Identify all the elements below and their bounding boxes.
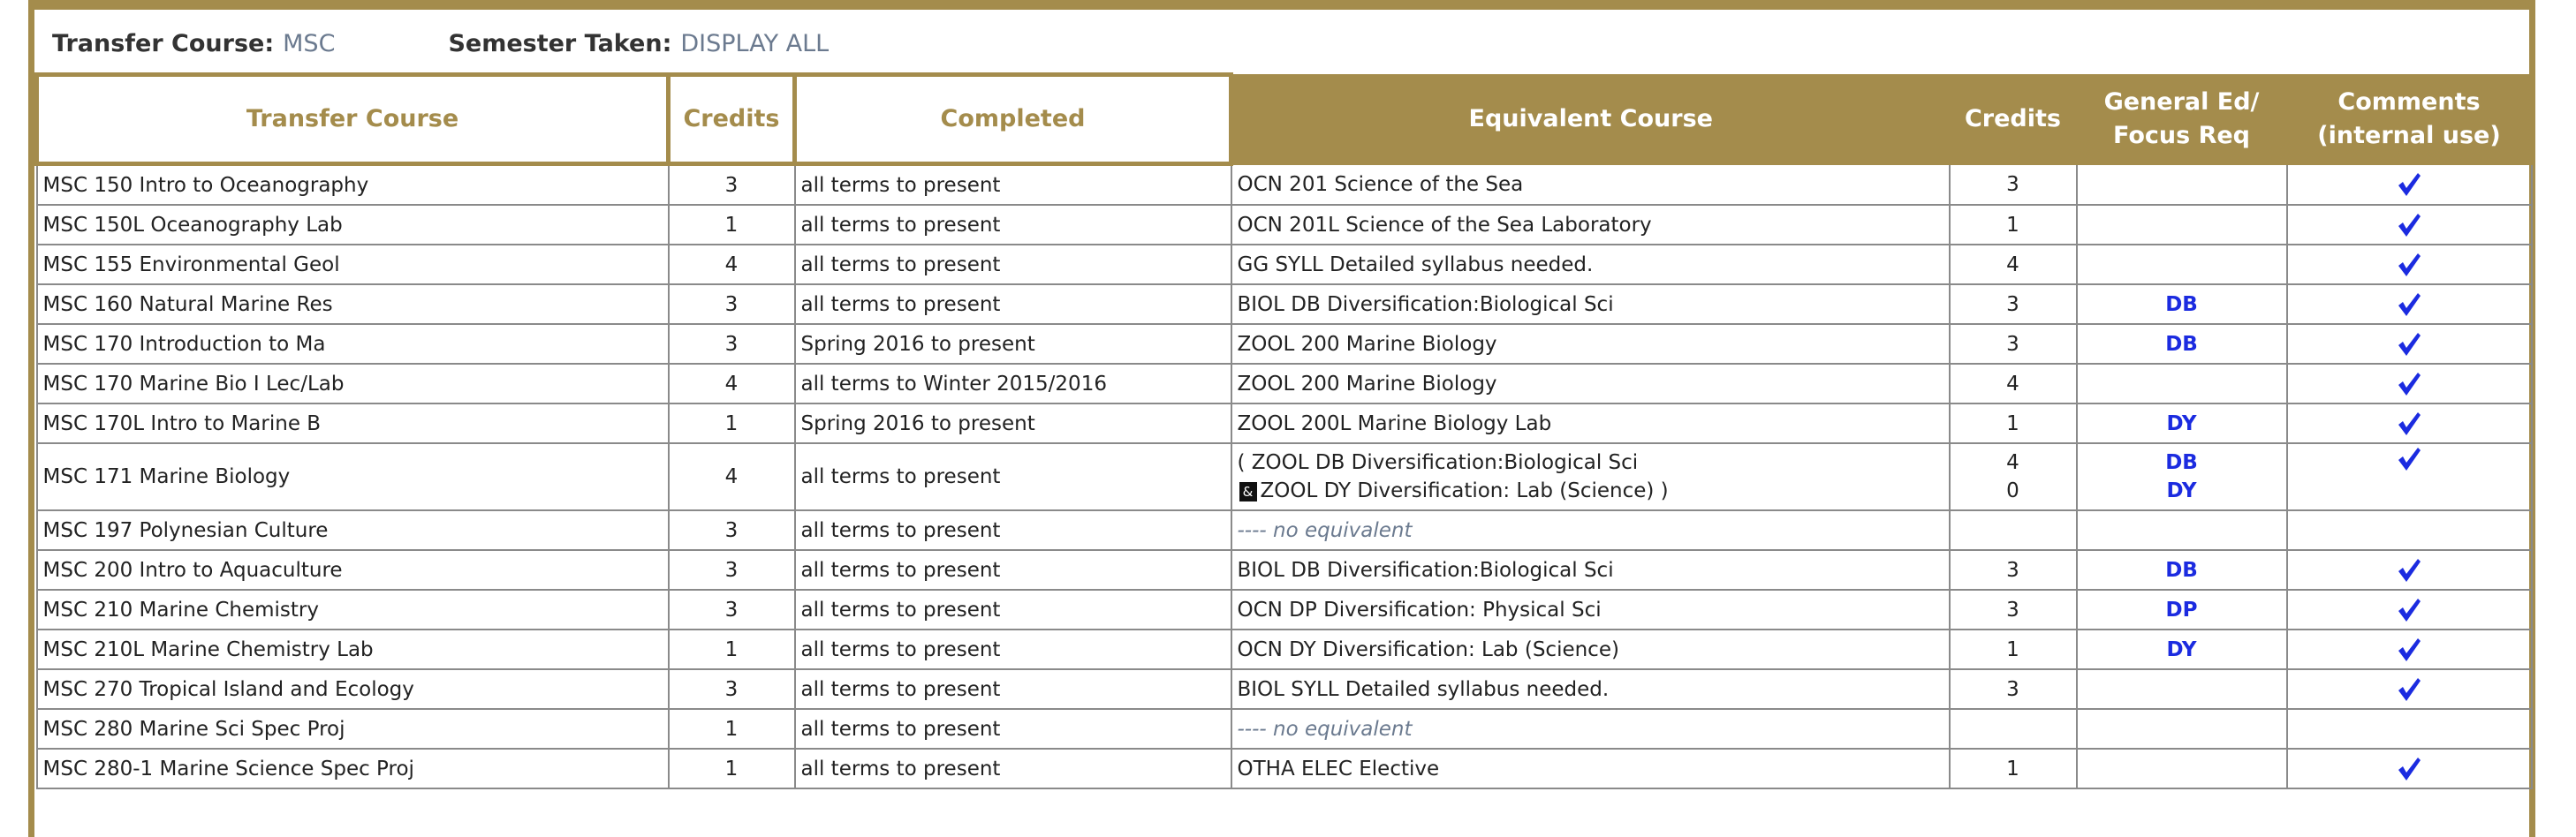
gen-ed-value <box>2083 211 2281 239</box>
equiv-credits-cell <box>1950 550 2077 590</box>
checkmark-icon[interactable] <box>2396 252 2422 278</box>
transfer-course-cell: MSC 210L Marine Chemistry Lab <box>37 630 669 669</box>
equiv-credits-cell <box>1950 510 2077 550</box>
equivalent-course-cell <box>1231 164 1950 206</box>
equivalent-course-cell <box>1231 510 1950 550</box>
completed-cell: all terms to present <box>795 550 1231 590</box>
equivalent-course-cell <box>1231 749 1950 788</box>
gen-ed-value[interactable]: DB <box>2165 292 2198 316</box>
equivalent-course-text: GG SYLL Detailed syllabus needed. <box>1237 253 1594 276</box>
gen-ed-cell <box>2077 403 2287 443</box>
equivalent-course-cell <box>1231 443 1950 510</box>
completed-cell: all terms to present <box>795 164 1231 206</box>
credits-cell: 4 <box>669 364 795 403</box>
transfer-course-cell: MSC 200 Intro to Aquaculture <box>37 550 669 590</box>
transfer-course-value: MSC <box>283 29 336 57</box>
gen-ed-cell <box>2077 590 2287 630</box>
equivalent-course-text: OCN 201L Science of the Sea Laboratory <box>1237 213 1652 237</box>
equivalent-course-line <box>1238 290 1943 319</box>
equivalent-course-line <box>1238 596 1943 624</box>
completed-cell: all terms to present <box>795 669 1231 709</box>
credits-cell: 1 <box>669 709 795 749</box>
equiv-credits-cell <box>1950 443 2077 510</box>
gen-ed-cell <box>2077 324 2287 364</box>
table-row <box>37 550 2532 590</box>
equiv-credits-value: 1 <box>2006 757 2019 780</box>
transfer-course-cell: MSC 170L Intro to Marine B <box>37 403 669 443</box>
comments-cell <box>2287 403 2532 443</box>
equivalent-course-cell <box>1231 205 1950 245</box>
gen-ed-value <box>2083 370 2281 398</box>
credits-cell: 1 <box>669 630 795 669</box>
equivalent-course-cell <box>1231 245 1950 284</box>
gen-ed-cell <box>2077 709 2287 749</box>
gen-ed-cell <box>2077 510 2287 550</box>
table-row <box>37 630 2532 669</box>
table-row <box>37 245 2532 284</box>
transfer-course-cell: MSC 170 Marine Bio I Lec/Lab <box>37 364 669 403</box>
table-row <box>37 403 2532 443</box>
col-header-gen-ed <box>2077 75 2287 164</box>
gen-ed-cell <box>2077 443 2287 510</box>
col-header-equivalent-course: Equivalent Course <box>1231 75 1950 164</box>
table-row <box>37 164 2532 206</box>
completed-cell: Spring 2016 to present <box>795 324 1231 364</box>
equiv-credits-value: 1 <box>2006 637 2019 661</box>
transfer-course-cell: MSC 150L Oceanography Lab <box>37 205 669 245</box>
table-row <box>37 364 2532 403</box>
equivalent-course-line <box>1238 477 1943 505</box>
table-row <box>37 510 2532 550</box>
comments-cell <box>2287 669 2532 709</box>
checkmark-icon[interactable] <box>2396 597 2422 623</box>
col-header-completed: Completed <box>795 75 1231 164</box>
equiv-credits-value: 1 <box>2006 411 2019 435</box>
equiv-credits-value: 4 <box>2006 372 2019 396</box>
transfer-course-label: Transfer Course: <box>52 29 275 57</box>
ampersand-icon: & <box>1239 482 1257 501</box>
checkmark-icon[interactable] <box>2396 212 2422 238</box>
equiv-credits-cell <box>1950 164 2077 206</box>
completed-cell: all terms to present <box>795 510 1231 550</box>
filter-bar <box>34 16 2529 71</box>
equiv-credits-value: 3 <box>2006 558 2019 582</box>
equiv-credits-value: 3 <box>2006 677 2019 701</box>
equivalent-course-text: BIOL SYLL Detailed syllabus needed. <box>1237 677 1610 701</box>
table-row <box>37 443 2532 510</box>
no-equivalent-text: ---- no equivalent <box>1237 518 1413 542</box>
gen-ed-value <box>2083 675 2281 704</box>
equiv-credits-cell <box>1950 364 2077 403</box>
completed-cell: all terms to Winter 2015/2016 <box>795 364 1231 403</box>
table-row <box>37 709 2532 749</box>
equiv-credits-value: 3 <box>2006 598 2019 622</box>
transfer-course-cell: MSC 270 Tropical Island and Ecology <box>37 669 669 709</box>
equiv-credits-value: 0 <box>2006 479 2019 502</box>
equivalent-course-text: OCN DY Diversification: Lab (Science) <box>1237 637 1619 661</box>
equiv-credits-value: 1 <box>2006 213 2019 237</box>
comments-cell <box>2287 749 2532 788</box>
equivalent-course-cell <box>1231 550 1950 590</box>
gen-ed-value[interactable]: DP <box>2165 598 2198 622</box>
table-row <box>37 324 2532 364</box>
transfer-course-cell: MSC 150 Intro to Oceanography <box>37 164 669 206</box>
transfer-equivalency-table <box>34 72 2533 789</box>
equiv-credits-cell <box>1950 630 2077 669</box>
credits-cell: 3 <box>669 284 795 324</box>
equivalent-course-cell <box>1231 630 1950 669</box>
equivalent-course-line <box>1238 330 1943 358</box>
credits-cell: 3 <box>669 669 795 709</box>
gen-ed-value[interactable]: DY <box>2166 637 2197 661</box>
equivalent-course-cell <box>1231 709 1950 749</box>
equivalent-course-cell <box>1231 669 1950 709</box>
completed-cell: all terms to present <box>795 590 1231 630</box>
completed-cell: all terms to present <box>795 245 1231 284</box>
credits-cell: 4 <box>669 443 795 510</box>
comments-cell <box>2287 284 2532 324</box>
comments-cell <box>2287 164 2532 206</box>
checkmark-icon[interactable] <box>2396 411 2422 437</box>
transfer-course-cell: MSC 160 Natural Marine Res <box>37 284 669 324</box>
equivalent-course-line <box>1238 211 1943 239</box>
transfer-course-cell: MSC 155 Environmental Geol <box>37 245 669 284</box>
completed-cell: all terms to present <box>795 205 1231 245</box>
equiv-credits-value: 3 <box>2006 292 2019 316</box>
equiv-credits-value: 4 <box>2006 451 2019 474</box>
gen-ed-cell <box>2077 550 2287 590</box>
gen-ed-cell <box>2077 630 2287 669</box>
equivalent-course-cell <box>1231 590 1950 630</box>
completed-cell: all terms to present <box>795 630 1231 669</box>
col-header-gen-ed-line1: General Ed/ <box>2103 88 2260 116</box>
gen-ed-value[interactable]: DB <box>2165 332 2198 356</box>
completed-cell: all terms to present <box>795 749 1231 788</box>
gen-ed-value[interactable]: DY <box>2166 479 2197 502</box>
semester-taken-label: Semester Taken: <box>448 29 672 57</box>
credits-cell: 3 <box>669 324 795 364</box>
col-header-comments-line2: (internal use) <box>2317 122 2501 149</box>
checkmark-icon[interactable] <box>2396 676 2422 703</box>
table-row <box>37 669 2532 709</box>
completed-cell: all terms to present <box>795 443 1231 510</box>
equivalent-course-text: BIOL DB Diversification:Biological Sci <box>1237 292 1614 316</box>
col-header-comments-line1: Comments <box>2337 88 2481 116</box>
equiv-credits-value: 3 <box>2006 332 2019 356</box>
gen-ed-value[interactable]: DB <box>2165 558 2198 582</box>
table-header-row <box>37 75 2532 164</box>
no-equivalent-text: ---- no equivalent <box>1237 717 1413 741</box>
comments-cell <box>2287 510 2532 550</box>
credits-cell: 1 <box>669 403 795 443</box>
completed-cell: all terms to present <box>795 709 1231 749</box>
checkmark-icon[interactable] <box>2396 171 2422 198</box>
transfer-course-cell: MSC 197 Polynesian Culture <box>37 510 669 550</box>
equiv-credits-cell <box>1950 590 2077 630</box>
semester-taken-value: DISPLAY ALL <box>680 29 830 57</box>
checkmark-icon[interactable] <box>2396 371 2422 397</box>
comments-cell <box>2287 630 2532 669</box>
credits-cell: 1 <box>669 205 795 245</box>
gen-ed-cell <box>2077 284 2287 324</box>
gen-ed-value <box>2083 755 2281 783</box>
transfer-course-cell: MSC 280 Marine Sci Spec Proj <box>37 709 669 749</box>
equivalent-course-text: OCN 201 Science of the Sea <box>1237 172 1524 196</box>
table-row <box>37 284 2532 324</box>
equivalent-course-line <box>1238 636 1943 664</box>
completed-cell: all terms to present <box>795 284 1231 324</box>
checkmark-icon[interactable] <box>2396 331 2422 358</box>
equiv-credits-cell <box>1950 284 2077 324</box>
col-header-gen-ed-line2: Focus Req <box>2112 122 2251 149</box>
completed-cell: Spring 2016 to present <box>795 403 1231 443</box>
checkmark-icon[interactable] <box>2396 446 2422 472</box>
gen-ed-cell <box>2077 205 2287 245</box>
equivalent-course-line <box>1238 675 1943 704</box>
equivalent-course-text: ( ZOOL DB Diversification:Biological Sci <box>1237 451 1639 474</box>
comments-cell <box>2287 590 2532 630</box>
table-row <box>37 590 2532 630</box>
equivalent-course-text: BIOL DB Diversification:Biological Sci <box>1237 558 1614 582</box>
transfer-course-cell: MSC 210 Marine Chemistry <box>37 590 669 630</box>
equivalent-course-cell <box>1231 364 1950 403</box>
equivalent-course-cell <box>1231 324 1950 364</box>
credits-cell: 3 <box>669 590 795 630</box>
comments-cell <box>2287 364 2532 403</box>
gen-ed-value <box>2083 251 2281 279</box>
transfer-course-cell: MSC 170 Introduction to Ma <box>37 324 669 364</box>
table-row <box>37 749 2532 788</box>
comments-cell <box>2287 245 2532 284</box>
equivalent-course-text: OCN DP Diversification: Physical Sci <box>1237 598 1602 622</box>
col-header-transfer-course: Transfer Course <box>37 75 669 164</box>
gen-ed-cell <box>2077 164 2287 206</box>
comments-cell <box>2287 324 2532 364</box>
equivalent-course-line <box>1238 449 1943 477</box>
equiv-credits-cell <box>1950 205 2077 245</box>
credits-cell: 3 <box>669 510 795 550</box>
equivalent-course-line <box>1238 370 1943 398</box>
col-header-credits: Credits <box>669 75 795 164</box>
gen-ed-value[interactable]: DB <box>2165 451 2198 474</box>
gen-ed-value <box>2083 170 2281 199</box>
equiv-credits-value: 4 <box>2006 253 2019 276</box>
equivalent-course-text: OTHA ELEC Elective <box>1237 757 1440 780</box>
gen-ed-cell <box>2077 245 2287 284</box>
checkmark-icon[interactable] <box>2396 557 2422 584</box>
equivalent-course-text: ZOOL 200 Marine Biology <box>1237 332 1497 356</box>
comments-cell <box>2287 709 2532 749</box>
credits-cell: 1 <box>669 749 795 788</box>
equiv-credits-cell <box>1950 324 2077 364</box>
col-header-comments <box>2287 75 2532 164</box>
equivalent-course-line <box>1238 251 1943 279</box>
transfer-course-cell: MSC 171 Marine Biology <box>37 443 669 510</box>
checkmark-icon[interactable] <box>2396 756 2422 782</box>
gen-ed-cell <box>2077 669 2287 709</box>
gen-ed-value[interactable]: DY <box>2166 411 2197 435</box>
equivalent-course-line <box>1238 410 1943 438</box>
comments-cell <box>2287 443 2532 510</box>
equiv-credits-value: 3 <box>2006 172 2019 196</box>
equivalent-course-text: ZOOL DY Diversification: Lab (Science) ) <box>1260 479 1669 502</box>
comments-cell <box>2287 205 2532 245</box>
col-header-equiv-credits: Credits <box>1950 75 2077 164</box>
equiv-credits-cell <box>1950 709 2077 749</box>
equivalent-course-text: ZOOL 200 Marine Biology <box>1237 372 1497 396</box>
comments-cell <box>2287 550 2532 590</box>
table-row <box>37 205 2532 245</box>
equiv-credits-cell <box>1950 749 2077 788</box>
checkmark-icon[interactable] <box>2396 291 2422 318</box>
equivalent-course-line <box>1238 556 1943 584</box>
equivalent-course-cell <box>1231 284 1950 324</box>
equiv-credits-cell <box>1950 403 2077 443</box>
credits-cell: 4 <box>669 245 795 284</box>
equivalent-course-cell <box>1231 403 1950 443</box>
transfer-course-cell: MSC 280-1 Marine Science Spec Proj <box>37 749 669 788</box>
credits-cell: 3 <box>669 550 795 590</box>
equiv-credits-cell <box>1950 245 2077 284</box>
credits-cell: 3 <box>669 164 795 206</box>
checkmark-icon[interactable] <box>2396 637 2422 663</box>
equiv-credits-cell <box>1950 669 2077 709</box>
gen-ed-cell <box>2077 749 2287 788</box>
equivalent-course-line <box>1238 170 1943 199</box>
equivalent-course-text: ZOOL 200L Marine Biology Lab <box>1237 411 1552 435</box>
equivalent-course-line <box>1238 755 1943 783</box>
gen-ed-cell <box>2077 364 2287 403</box>
